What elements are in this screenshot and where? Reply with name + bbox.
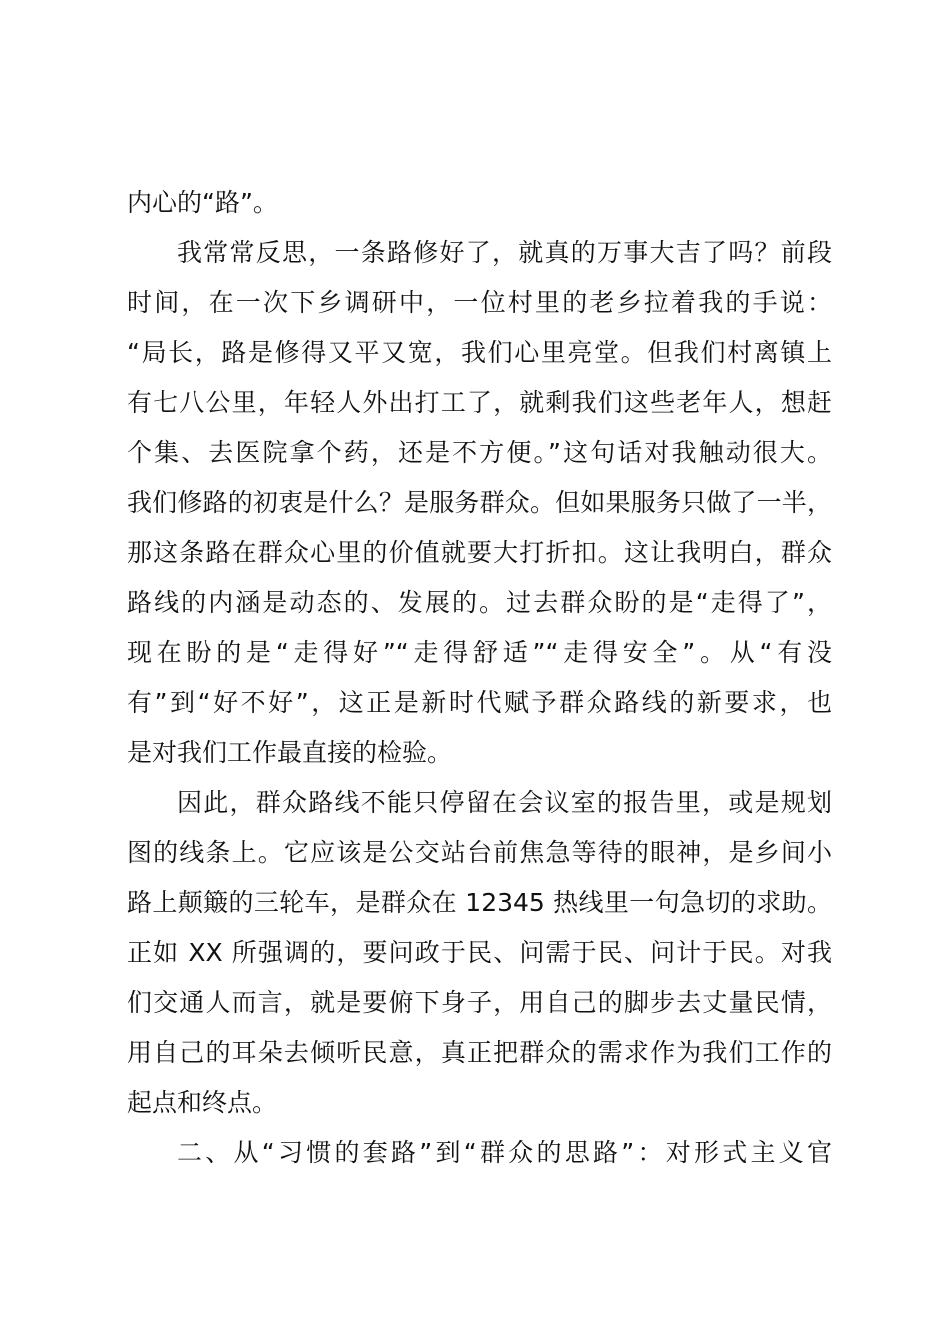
text-line: 用自己的耳朵去倾听民意，真正把群众的需求作为我们工作的 bbox=[127, 1038, 832, 1067]
text-line: 起点和终点。 bbox=[127, 1088, 278, 1117]
paragraph-first-line: 我常常反思，一条路修好了，就真的万事大吉了吗？前段 bbox=[177, 238, 832, 267]
text-line: 个集、去医院拿个药，还是不方便。”这句话对我触动很大。 bbox=[127, 438, 832, 467]
text-line: 我们修路的初衷是什么？是服务群众。但如果服务只做了一半， bbox=[127, 488, 832, 517]
text-line: 路上颠簸的三轮车，是群众在 12345 热线里一句急切的求助。 bbox=[127, 888, 832, 917]
text-line: 们交通人而言，就是要俯下身子，用自己的脚步去丈量民情， bbox=[127, 988, 832, 1017]
text-line: 正如 XX 所强调的，要问政于民、问需于民、问计于民。对我 bbox=[127, 938, 832, 967]
text-line: 有七八公里，年轻人外出打工了，就剩我们这些老年人，想赶 bbox=[127, 388, 832, 417]
text-line: 是对我们工作最直接的检验。 bbox=[127, 738, 453, 767]
text-line: 图的线条上。它应该是公交站台前焦急等待的眼神，是乡间小 bbox=[127, 838, 832, 867]
text-line: 那这条路在群众心里的价值就要大打折扣。这让我明白，群众 bbox=[127, 538, 832, 567]
text-line: 路线的内涵是动态的、发展的。过去群众盼的是“走得了”， bbox=[127, 588, 832, 617]
text-line: 有”到“好不好”，这正是新时代赋予群众路线的新要求，也 bbox=[127, 688, 832, 717]
paragraph-first-line: 因此，群众路线不能只停留在会议室的报告里，或是规划 bbox=[177, 788, 832, 817]
section-heading: 二、从“习惯的套路”到“群众的思路”：对形式主义官 bbox=[177, 1138, 832, 1167]
text-line: 时间，在一次下乡调研中，一位村里的老乡拉着我的手说： bbox=[127, 288, 832, 317]
text-line: “局长，路是修得又平又宽，我们心里亮堂。但我们村离镇上 bbox=[127, 338, 832, 367]
text-line: 内心的“路”。 bbox=[127, 188, 278, 217]
text-line: 现在盼的是“走得好”“走得舒适”“走得安全”。从“有没 bbox=[127, 638, 832, 667]
